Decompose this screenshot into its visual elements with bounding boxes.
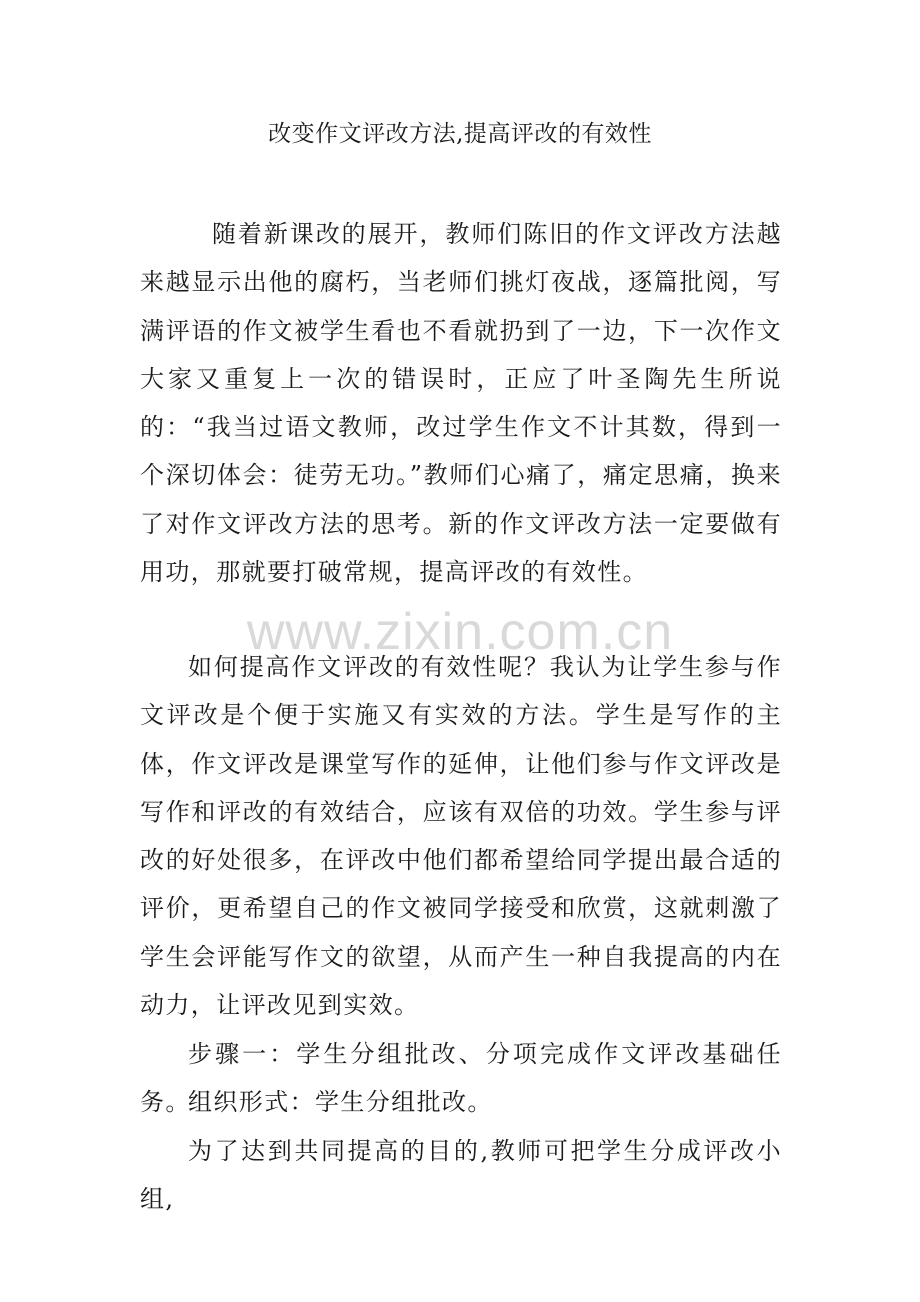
paragraph-intro: 随着新课改的展开，教师们陈旧的作文评改方法越来越显示出他的腐朽，当老师们挑灯夜战，逐篇批阅，写满评语的作文被学生看也不看就扔到了一边，下一次作文大家又重复上一次的错误时，正应了叶圣陶先生所说的：“我当过语文教师，改过学生作文不计其数，得到一个深切体会：徒劳无功。”教师们心痛了，痛定思痛，换来了对作文评改方法的思考。新的作文评改方法一定要做有用功，那就要打破常规，提高评改的有效性。 [140,220,782,587]
watermark: www.zixin.com.cn [246,603,674,661]
paragraph-organization: 组织形式：学生分组批改。 [188,1088,493,1116]
document-title: 改变作文评改方法,提高评改的有效性 [268,121,652,147]
paragraph-method: 如何提高作文评改的有效性呢？我认为让学生参与作文评改是个便于实施又有实效的方法。学生是写作的主体，作文评改是课堂写作的延伸，让他们参与作文评改是写作和评改的有效结合，应该有双倍的功效。学生参与评改的好处很多，在评改中他们都希望给同学提出最合适的评价，更希望自己的作文被同学接受和欣赏，这就刺激了学生会评能写作文的欲望，从而产生一种自我提高的内在动力，让评改见到实效。 [140,653,782,1020]
paragraph-step-one: 步骤一：学生分组批改、分项完成作文评改基础任务。 [140,1040,782,1117]
paragraph-grouping: 为了达到共同提高的目的,教师可把学生分成评改小组, [140,1137,782,1214]
